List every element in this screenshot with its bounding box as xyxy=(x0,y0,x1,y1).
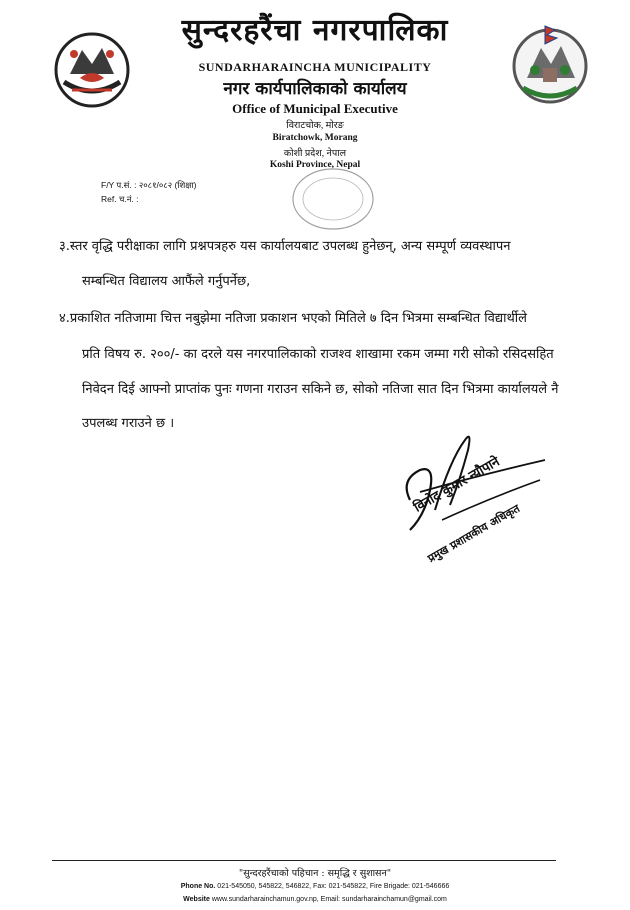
office-stamp-icon xyxy=(288,164,378,234)
footer-divider xyxy=(52,860,556,861)
signatory-name: विनोद कुमार न्यौपाने xyxy=(411,454,503,516)
address-np-line1: विराटचोक, मोरङ xyxy=(286,121,344,131)
office-title-en: Office of Municipal Executive xyxy=(232,101,398,116)
footer-slogan: "सुन्दरहरैंचाको पहिचान : समृद्धि र सुशासन" xyxy=(238,868,392,879)
website-label: Website xyxy=(183,896,210,903)
website-email: www.sundarharainchamun.gov.np, Email: sundarharainchamun@gmail.com xyxy=(211,896,447,903)
reference-number: Ref. च.नं. : xyxy=(101,194,139,204)
address-np-line2: कोशी प्रदेश, नेपाल xyxy=(283,149,347,159)
paragraph-4-line-1: ४.प्रकाशित नतिजामा चित्त नबुझेमा नतिजा प्रकाशन भएको मितिले ७ दिन भित्रमा सम्बन्धित विद्यार्थीले xyxy=(59,311,527,326)
paragraph-4-line-2: प्रति विषय रु. २००/- का दरले यस नगरपालिकाको राजश्व शाखामा रकम जम्मा गरी सोको रसिदसहित xyxy=(82,347,554,362)
phone-numbers: 021-545050, 545822, 546822, Fax: 021-545822, Fire Brigade: 021-546666 xyxy=(217,883,450,890)
footer-contact xyxy=(0,883,630,890)
paragraph-3-line-1: ३.स्तर वृद्धि परीक्षाका लागि प्रश्नपत्रहरु यस कार्यालयबाट उपलब्ध हुनेछन्, अन्य सम्पूर्ण व्यवस्थापन xyxy=(59,239,511,254)
paragraph-4-line-3: निवेदन दिई आफ्नो प्राप्तांक पुनः गणना गराउन सकिने छ, सोको नतिजा सात दिन भित्रमा कार्यालयले नै xyxy=(82,382,559,397)
fiscal-year-ref: F/Y प.सं. : २०८१/०८२ (शिक्षा) xyxy=(101,180,197,190)
office-title-np: नगर कार्यपालिकाको कार्यालय xyxy=(223,79,407,99)
footer-web xyxy=(0,896,630,903)
paragraph-4-line-4: उपलब्ध गराउने छ । xyxy=(82,416,175,431)
address-en-line2: Koshi Province, Nepal xyxy=(269,160,361,170)
address-en-line1: Biratchowk, Morang xyxy=(272,133,358,143)
signatory-title: प्रमुख प्रशासकीय अधिकृत xyxy=(425,501,523,566)
paragraph-3-line-2: सम्बन्धित विद्यालय आफैंले गर्नुपर्नेछ, xyxy=(82,274,251,289)
municipality-title-en: SUNDARHARAINCHA MUNICIPALITY xyxy=(198,60,432,74)
municipality-title-np: सुन्दरहरैंचा नगरपालिका xyxy=(181,13,449,48)
phone-label: Phone No. xyxy=(180,883,216,890)
